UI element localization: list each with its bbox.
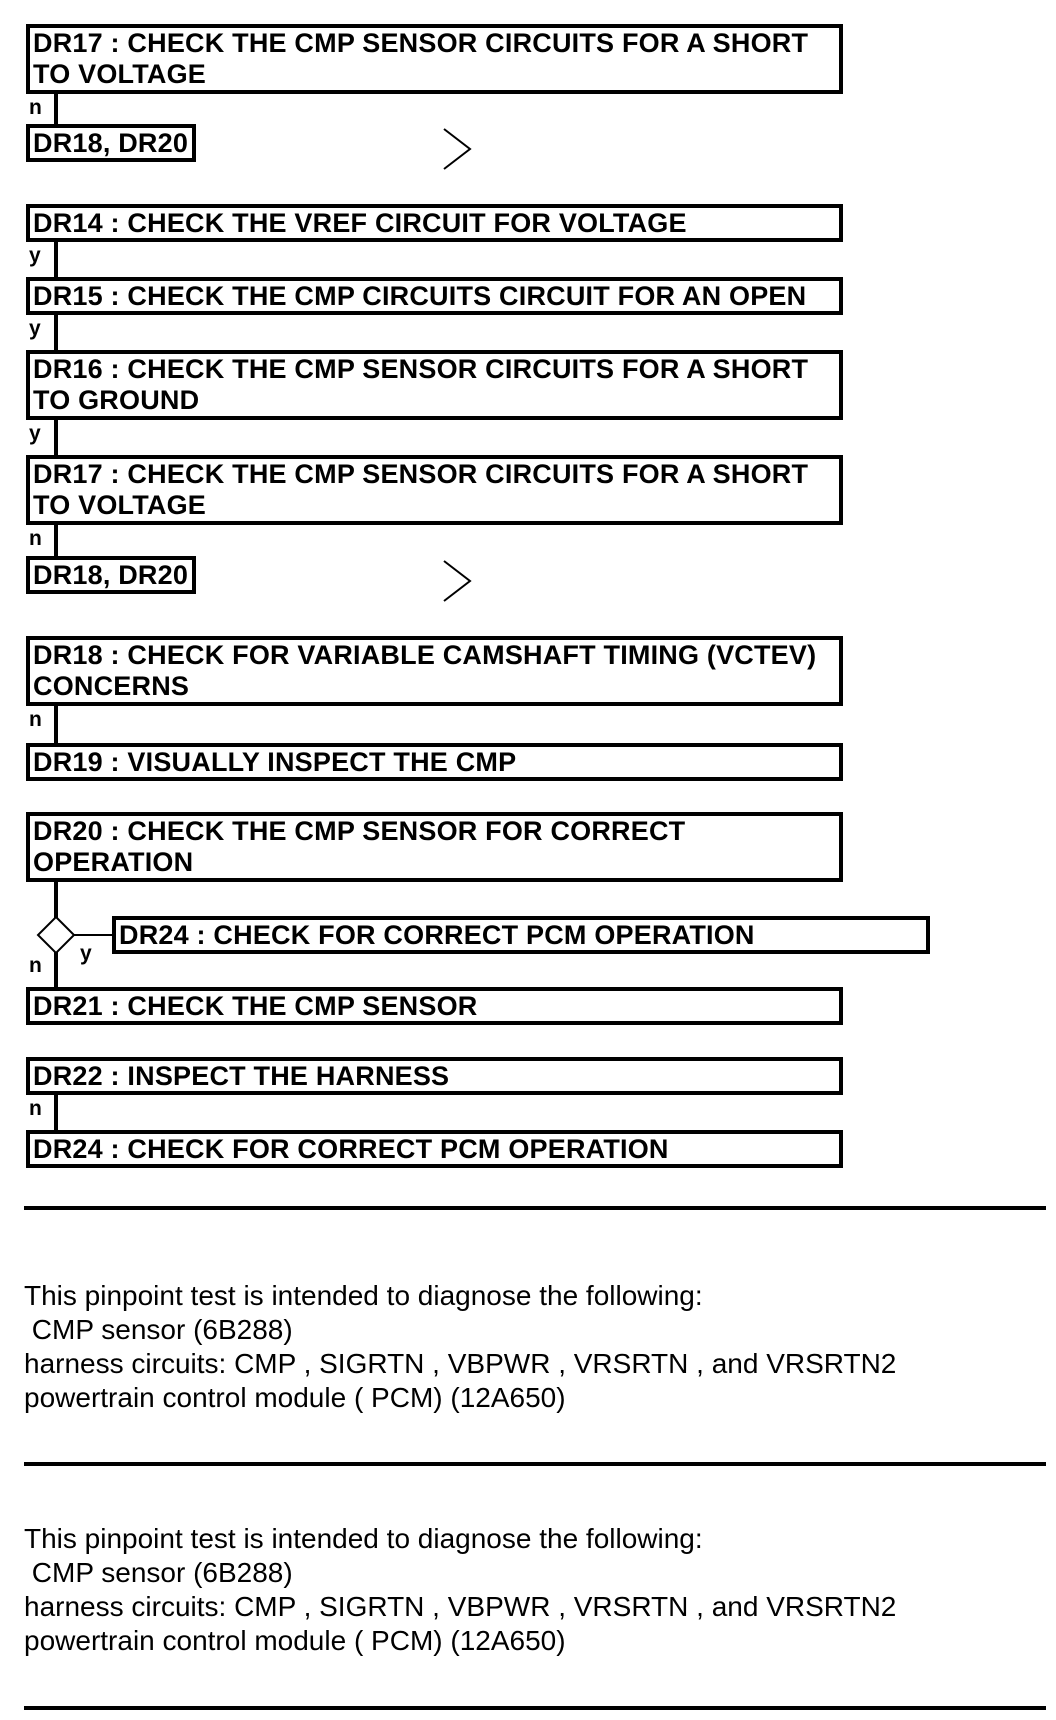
- connector-line: [54, 706, 58, 744]
- dr21-box[interactable]: DR21 : CHECK THE CMP SENSOR: [26, 987, 843, 1025]
- connector-line: [54, 525, 58, 557]
- description-line: harness circuits: CMP , SIGRTN , VBPWR , VRSRTN , and VRSRTN2: [24, 1348, 897, 1379]
- dr16-box[interactable]: DR16 : CHECK THE CMP SENSOR CIRCUITS FOR A SHORT TO GROUND: [26, 350, 843, 420]
- dr18-dr20-link[interactable]: DR18, DR20: [26, 556, 196, 594]
- description-line: CMP sensor (6B288): [24, 1557, 293, 1588]
- chevron-right-icon[interactable]: [440, 126, 474, 172]
- connector-line: [54, 315, 58, 351]
- dr24-box-branch[interactable]: DR24 : CHECK FOR CORRECT PCM OPERATION: [112, 916, 930, 954]
- description-intro: This pinpoint test is intended to diagnose the following:: [24, 1280, 703, 1311]
- dr22-box[interactable]: DR22 : INSPECT THE HARNESS: [26, 1057, 843, 1095]
- dr19-box[interactable]: DR19 : VISUALLY INSPECT THE CMP: [26, 743, 843, 781]
- dr24-box[interactable]: DR24 : CHECK FOR CORRECT PCM OPERATION: [26, 1130, 843, 1168]
- branch-label-n: n: [29, 527, 42, 550]
- divider: [24, 1462, 1046, 1466]
- branch-label-y: y: [29, 422, 41, 445]
- description-intro: This pinpoint test is intended to diagnose the following:: [24, 1523, 703, 1554]
- branch-label-n: n: [29, 708, 42, 731]
- divider: [24, 1706, 1046, 1710]
- dr14-box[interactable]: DR14 : CHECK THE VREF CIRCUIT FOR VOLTAGE: [26, 204, 843, 242]
- dr20-box[interactable]: DR20 : CHECK THE CMP SENSOR FOR CORRECT OPERATION: [26, 812, 843, 882]
- description-line: CMP sensor (6B288): [24, 1314, 293, 1345]
- branch-label-n: n: [29, 96, 42, 119]
- branch-label-n: n: [29, 1097, 42, 1120]
- branch-label-n: n: [29, 954, 42, 977]
- branch-label-y: y: [80, 942, 92, 965]
- dr17-box[interactable]: DR17 : CHECK THE CMP SENSOR CIRCUITS FOR A SHORT TO VOLTAGE: [26, 455, 843, 525]
- dr18-box[interactable]: DR18 : CHECK FOR VARIABLE CAMSHAFT TIMING (VCTEV) CONCERNS: [26, 636, 843, 706]
- divider: [24, 1206, 1046, 1210]
- connector-line: [54, 420, 58, 456]
- description-line: powertrain control module ( PCM) (12A650): [24, 1382, 566, 1413]
- description-block: [24, 1279, 896, 1415]
- dr15-box[interactable]: DR15 : CHECK THE CMP CIRCUITS CIRCUIT FOR AN OPEN: [26, 277, 843, 315]
- dr17-box-top[interactable]: DR17 : CHECK THE CMP SENSOR CIRCUITS FOR A SHORT TO VOLTAGE: [26, 24, 843, 94]
- chevron-right-icon[interactable]: [440, 558, 474, 604]
- description-line: powertrain control module ( PCM) (12A650): [24, 1625, 566, 1656]
- description-block: [24, 1522, 896, 1658]
- connector-line: [54, 1095, 58, 1131]
- branch-label-y: y: [29, 244, 41, 267]
- connector-line: [54, 242, 58, 278]
- dr18-dr20-link-top[interactable]: DR18, DR20: [26, 124, 196, 162]
- branch-label-y: y: [29, 317, 41, 340]
- connector-line: [54, 94, 58, 126]
- description-line: harness circuits: CMP , SIGRTN , VBPWR , VRSRTN , and VRSRTN2: [24, 1591, 897, 1622]
